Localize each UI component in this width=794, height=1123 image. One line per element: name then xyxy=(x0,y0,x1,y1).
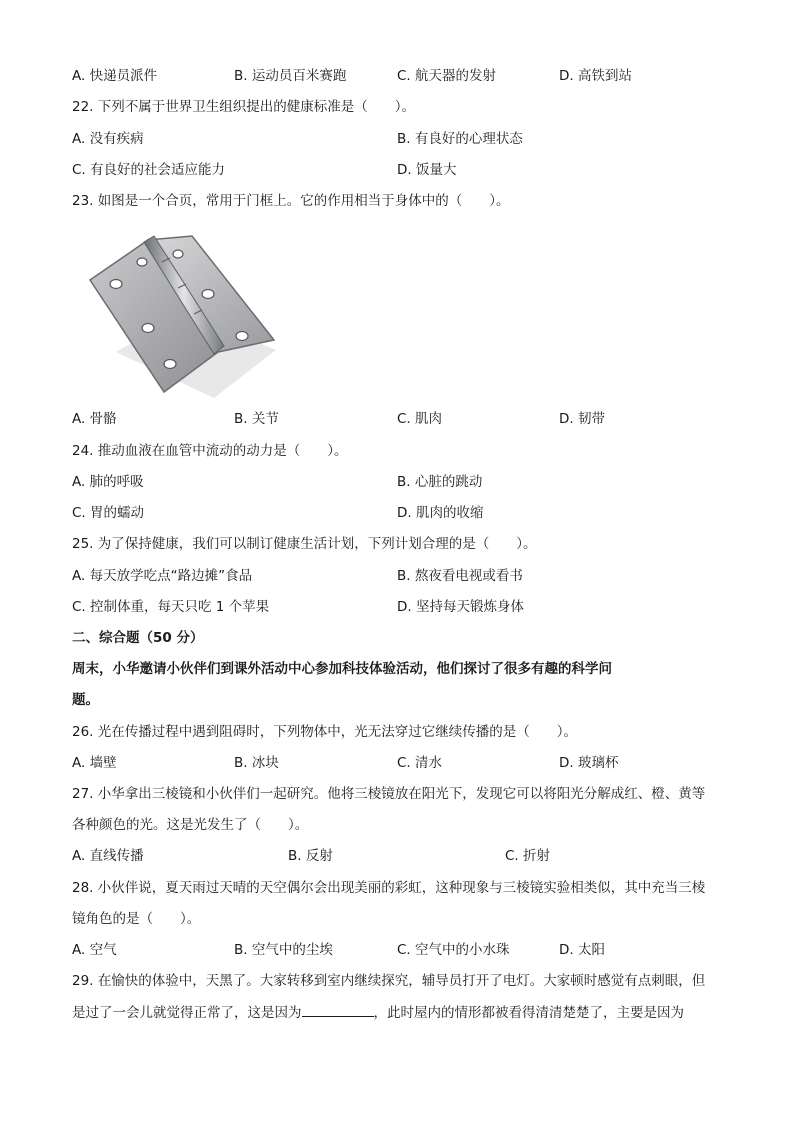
q25-stem: 25. 为了保持健康，我们可以制订健康生活计划，下列计划合理的是（ ）。 xyxy=(72,536,537,552)
section-title: 二、综合题（50 分） xyxy=(72,630,204,646)
answer-blank[interactable] xyxy=(302,1002,374,1017)
q28-option-c: C. 空气中的小水珠 xyxy=(397,942,510,958)
q23-option-c: C. 肌肉 xyxy=(397,411,443,427)
q26-option-d: D. 玻璃杯 xyxy=(559,755,619,771)
q24-option-a: A. 肺的呼吸 xyxy=(72,474,144,490)
q28-option-b: B. 空气中的尘埃 xyxy=(234,942,333,958)
q26-stem: 26. 光在传播过程中遇到阻碍时，下列物体中，光无法穿过它继续传播的是（ ）。 xyxy=(72,724,578,740)
q22-option-b: B. 有良好的心理状态 xyxy=(397,131,523,147)
q22-option-c: C. 有良好的社会适应能力 xyxy=(72,162,226,178)
q27-stem-line2: 各种颜色的光。这是光发生了（ ）。 xyxy=(72,817,309,833)
q23-option-a: A. 骨骼 xyxy=(72,411,117,427)
q28-stem-line2: 镜角色的是（ ）。 xyxy=(72,911,201,927)
q26-option-a: A. 墙壁 xyxy=(72,755,117,771)
hinge-image xyxy=(86,232,280,400)
q29-stem-line1: 29. 在愉快的体验中，天黑了。大家转移到室内继续探究，辅导员打开了电灯。大家顿时感觉有点刺眼，但 xyxy=(72,973,706,989)
q29-stem-line2 xyxy=(72,1002,684,1023)
q22-option-d: D. 饭量大 xyxy=(397,162,457,178)
q27-option-c: C. 折射 xyxy=(505,848,551,864)
q26-option-c: C. 清水 xyxy=(397,755,443,771)
q21-option-b: B. 运动员百米赛跑 xyxy=(234,68,347,84)
q27-option-b: B. 反射 xyxy=(288,848,333,864)
q25-option-c: C. 控制体重，每天只吃 1 个苹果 xyxy=(72,599,270,615)
q21-option-d: D. 高铁到站 xyxy=(559,68,632,84)
q28-option-d: D. 太阳 xyxy=(559,942,605,958)
q29-stem-line2-end: ，此时屋内的情形都被看得清清楚楚了，主要是因为 xyxy=(373,1005,684,1021)
q21-option-c: C. 航天器的发射 xyxy=(397,68,497,84)
q24-option-b: B. 心脏的跳动 xyxy=(397,474,483,490)
q22-option-a: A. 没有疾病 xyxy=(72,131,144,147)
q24-stem: 24. 推动血液在血管中流动的动力是（ ）。 xyxy=(72,443,348,459)
section-intro-line2: 题。 xyxy=(72,692,99,708)
q24-option-d: D. 肌肉的收缩 xyxy=(397,505,484,521)
q26-option-b: B. 冰块 xyxy=(234,755,279,771)
q23-option-d: D. 韧带 xyxy=(559,411,605,427)
q28-option-a: A. 空气 xyxy=(72,942,117,958)
q21-option-a: A. 快递员派件 xyxy=(72,68,158,84)
q28-stem-line1: 28. 小伙伴说，夏天雨过天晴的天空偶尔会出现美丽的彩虹，这种现象与三棱镜实验相类似，其中充当三棱 xyxy=(72,880,706,896)
q24-option-c: C. 胃的蠕动 xyxy=(72,505,145,521)
section-intro-line1: 周末，小华邀请小伙伴们到课外活动中心参加科技体验活动，他们探讨了很多有趣的科学问 xyxy=(72,661,612,677)
q29-stem-line2-start: 是过了一会儿就觉得正常了，这是因为 xyxy=(72,1005,302,1021)
q22-stem: 22. 下列不属于世界卫生组织提出的健康标准是（ ）。 xyxy=(72,99,416,115)
q25-option-b: B. 熬夜看电视或看书 xyxy=(397,568,523,584)
q25-option-a: A. 每天放学吃点“路边摊”食品 xyxy=(72,568,253,584)
q23-stem: 23. 如图是一个合页，常用于门框上。它的作用相当于身体中的（ ）。 xyxy=(72,193,510,209)
q27-stem-line1: 27. 小华拿出三棱镜和小伙伴们一起研究。他将三棱镜放在阳光下，发现它可以将阳光分解成红、橙、黄等 xyxy=(72,786,706,802)
q25-option-d: D. 坚持每天锻炼身体 xyxy=(397,599,524,615)
q27-option-a: A. 直线传播 xyxy=(72,848,144,864)
q23-option-b: B. 关节 xyxy=(234,411,279,427)
